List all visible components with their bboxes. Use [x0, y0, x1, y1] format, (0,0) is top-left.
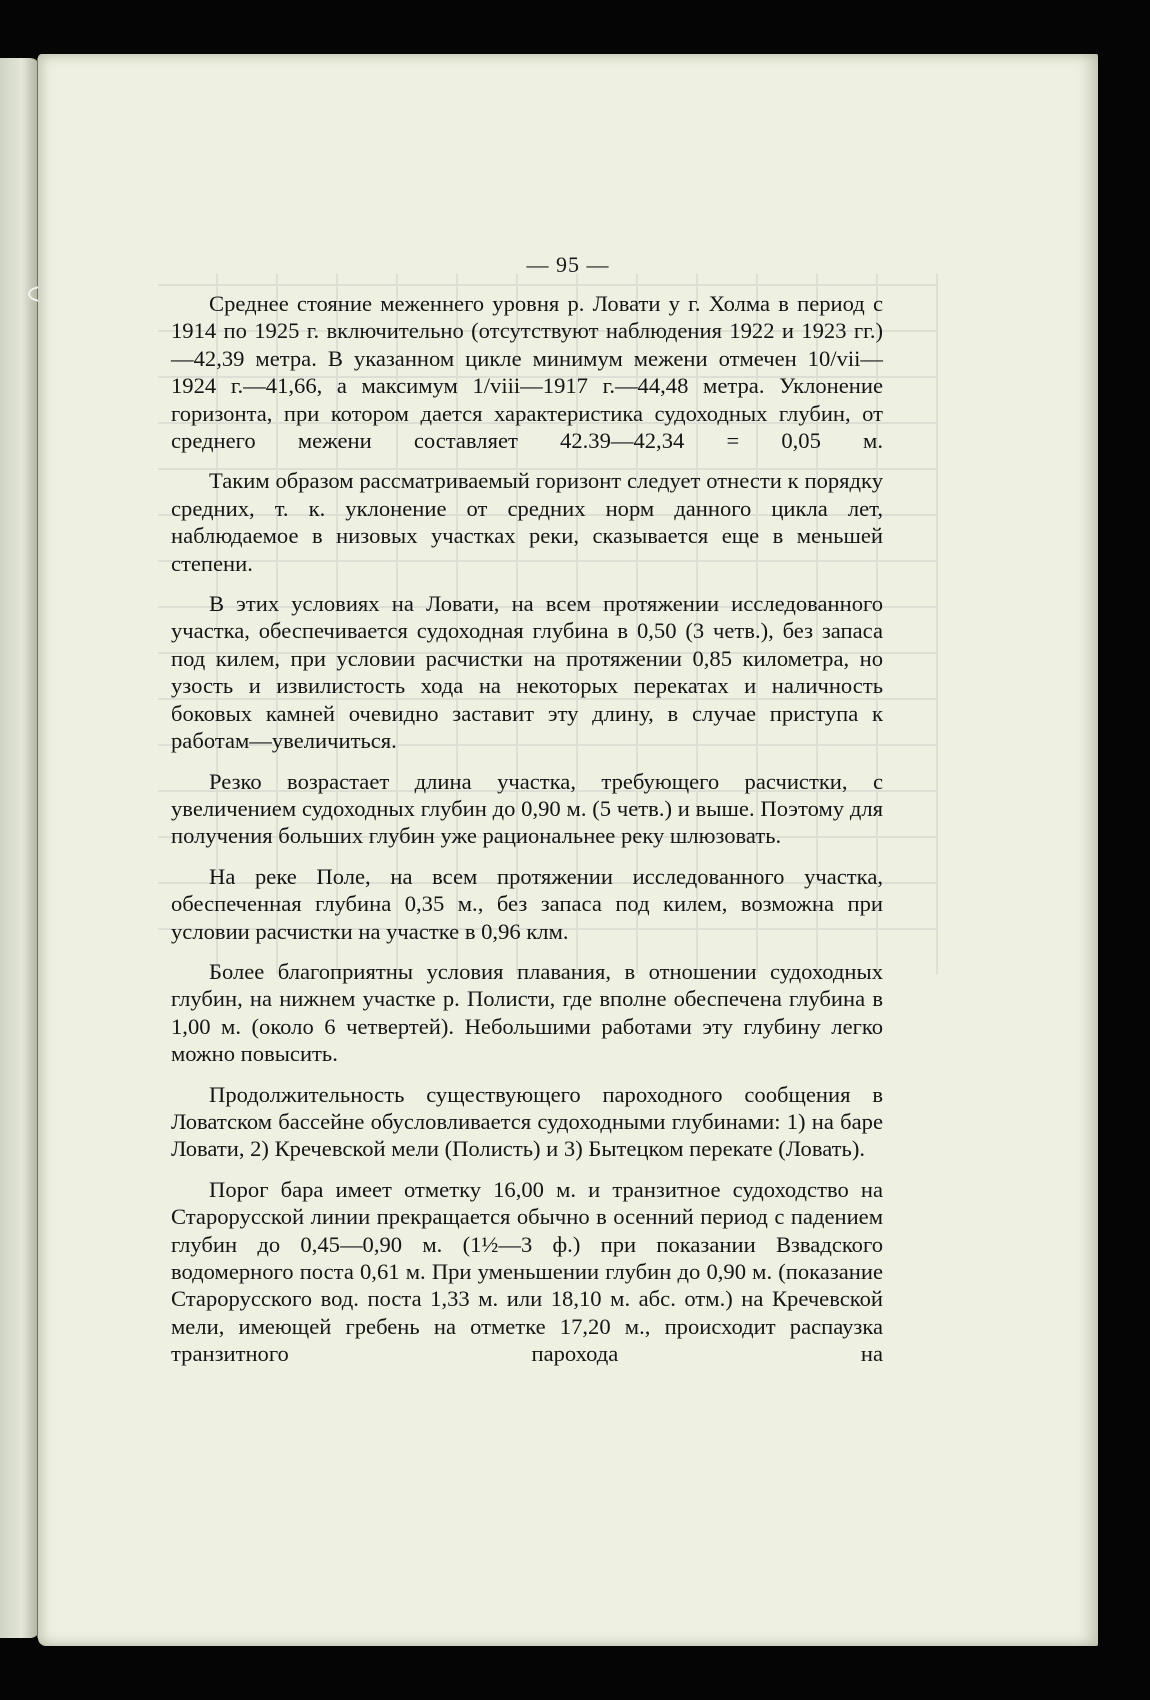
paragraph: Таким образом рассматриваемый горизонт следует отнести к порядку средних, т. к. уклонение от средних норм данного цикла лет, наблюдаемое в низовых участках реки, сказывается еще в меньшей степени.: [171, 468, 883, 576]
paragraph: В этих условиях на Ловати, на всем протяжении исследованного участка, обеспечивается судоходная глубина в 0,50 (3 четв.), без запаса под килем, при условии расчистки на протяжении 0,85 километра, но узость и извилистость хода на некоторых перекатах и наличность боковых камней очевидно заставит эту длину, в случае приступа к работам—увеличиться.: [171, 591, 883, 754]
paragraph: На реке Поле, на всем протяжении исследованного участка, обеспеченная глубина 0,35 м., без запаса под килем, возможна при условии расчистки на участке в 0,96 клм.: [171, 863, 883, 944]
paragraph: Продолжительность существующего пароходного сообщения в Ловатском бассейне обусловливается судоходными глубинами: 1) на баре Ловати, 2) Кречевской мели (Полисть) и 3) Бытецком перекате (Ловать).: [171, 1081, 883, 1162]
page-text: [171, 290, 883, 1381]
page-number: — 95 —: [526, 252, 610, 277]
paragraph: Резко возрастает длина участка, требующего расчистки, с увеличением судоходных глубин до 0,90 м. (5 четв.) и выше. Поэтому для получения больших глубин уже рациональнее реку шлюзовать.: [171, 768, 883, 849]
book-page: [38, 54, 1098, 1646]
paragraph: Более благоприятны условия плавания, в отношении судоходных глубин, на нижнем участке р. Полисти, где вполне обеспечена глубина в 1,00 м. (около 6 четвертей). Небольшими работами эту глубину легко можно повысить.: [171, 958, 883, 1067]
paragraph: Порог бара имеет отметку 16,00 м. и транзитное судоходство на Старорусской линии прекращается обычно в осенний период с падением глубин до 0,45—0,90 м. (1½—3 ф.) при показании Взвадского водомерного поста 0,61 м. При уменьшении глубин до 0,90 м. (показание Старорусского вод. поста 1,33 м. или 18,10 м. абс. отм.) на Кречевской мели, имеющей гребень на отметке 17,20 м., происходит распаузка транзитного парохода на: [171, 1176, 883, 1367]
paragraph: Среднее стояние меженнего уровня р. Ловати у г. Холма в период с 1914 по 1925 г. включительно (отсутствуют наблюдения 1922 и 1923 гг.)—42,39 метра. В указанном цикле минимум межени отмечен 10/vii—1924 г.—41,66, а максимум 1/viii—1917 г.—44,48 метра. Уклонение горизонта, при котором дается характеристика судоходных глубин, от среднего межени составляет 42.39—42,34 = 0,05 м.: [171, 291, 883, 454]
